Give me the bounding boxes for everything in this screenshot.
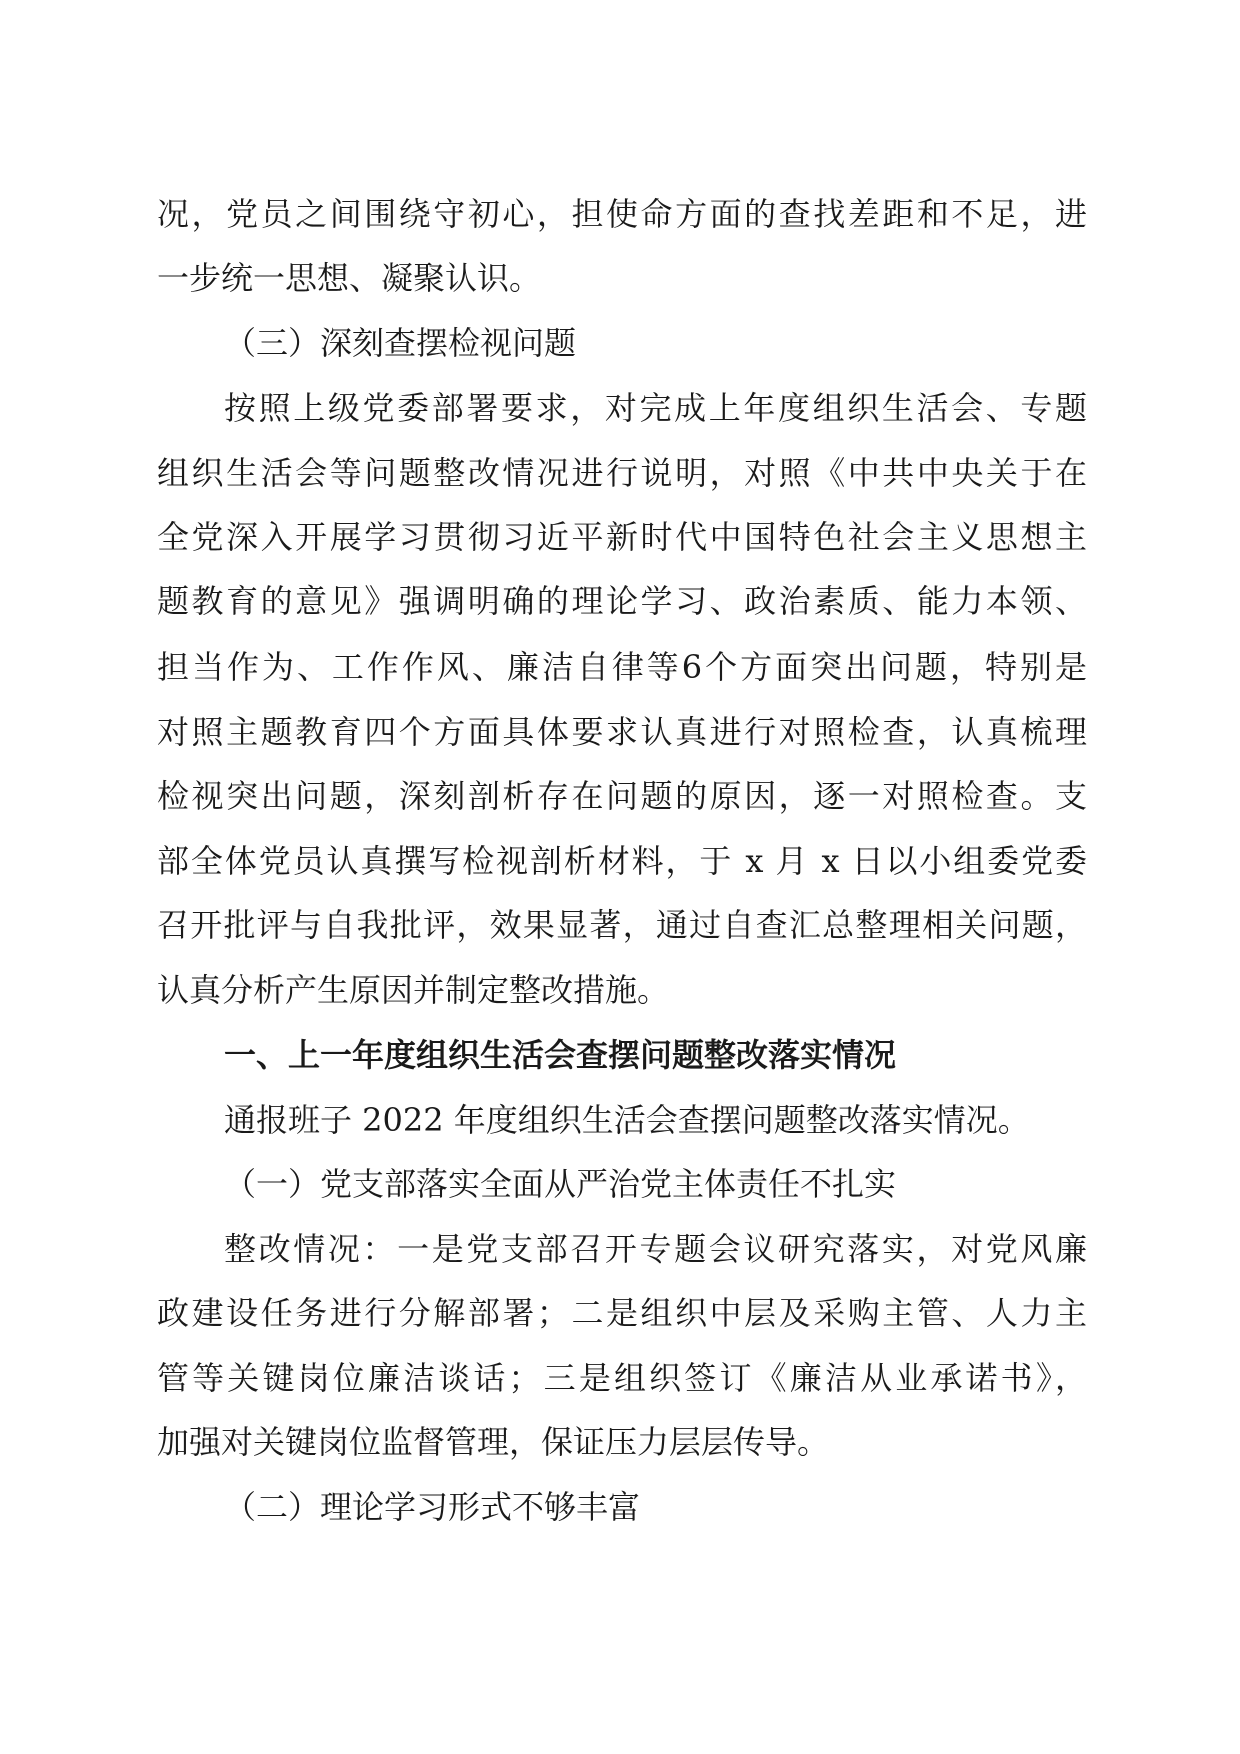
section-heading: （一）党支部落实全面从严治党主体责任不扎实 bbox=[224, 1165, 897, 1203]
body-text-line: 政建设任务进行分解部署；二是组织中层及采购主管、人力主 bbox=[157, 1294, 1087, 1332]
body-text-line: 题教育的意见》强调明确的理论学习、政治素质、能力本领、 bbox=[157, 582, 1087, 620]
body-text-line: 担当作为、工作作风、廉洁自律等6个方面突出问题，特别是 bbox=[157, 648, 1087, 686]
body-text-line: 通报班子 2022 年度组织生活会查摆问题整改落实情况。 bbox=[224, 1101, 1030, 1139]
body-text-line: 检视突出问题，深刻剖析存在问题的原因，逐一对照检查。支 bbox=[157, 777, 1087, 815]
body-text-line: 加强对关键岗位监督管理，保证压力层层传导。 bbox=[157, 1423, 830, 1461]
body-text-line: 组织生活会等问题整改情况进行说明，对照《中共中央关于在 bbox=[157, 454, 1087, 492]
section-heading: （二）理论学习形式不够丰富 bbox=[224, 1488, 641, 1526]
body-text-line: 整改情况：一是党支部召开专题会议研究落实，对党风廉 bbox=[224, 1230, 1087, 1268]
body-text-line: 况，党员之间围绕守初心，担使命方面的查找差距和不足，进 bbox=[157, 195, 1087, 233]
body-text-line: 管等关键岗位廉洁谈话；三是组织签订《廉洁从业承诺书》， bbox=[157, 1359, 1087, 1397]
chapter-heading: 一、上一年度组织生活会查摆问题整改落实情况 bbox=[224, 1036, 897, 1074]
body-text-line: 召开批评与自我批评，效果显著，通过自查汇总整理相关问题， bbox=[157, 906, 1087, 944]
body-text-line: 按照上级党委部署要求，对完成上年度组织生活会、专题 bbox=[224, 389, 1087, 427]
body-text-line: 部全体党员认真撰写检视剖析材料，于 x 月 x 日以小组委党委 bbox=[157, 842, 1087, 880]
body-text-line: 对照主题教育四个方面具体要求认真进行对照检查，认真梳理 bbox=[157, 713, 1087, 751]
body-text-line: 一步统一思想、凝聚认识。 bbox=[157, 259, 542, 297]
section-heading: （三）深刻查摆检视问题 bbox=[224, 324, 577, 362]
body-text-line: 全党深入开展学习贯彻习近平新时代中国特色社会主义思想主 bbox=[157, 518, 1087, 556]
body-text-line: 认真分析产生原因并制定整改措施。 bbox=[157, 971, 670, 1009]
